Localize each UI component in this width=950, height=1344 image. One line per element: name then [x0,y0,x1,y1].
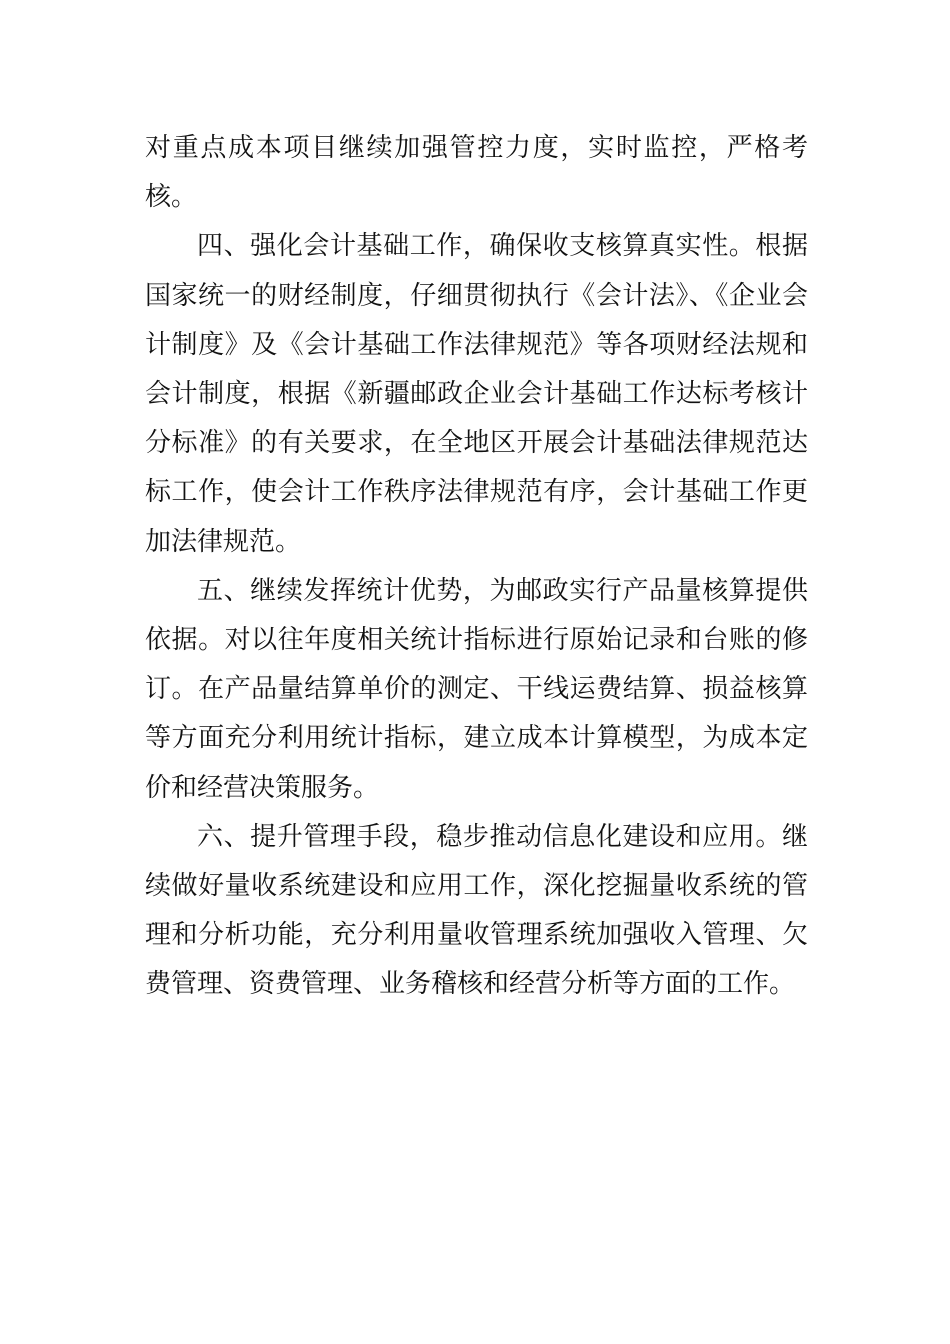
document-body [145,124,808,1010]
paragraph-informatization: 六、提升管理手段，稳步推动信息化建设和应用。继续做好量收系统建设和应用工作，深化挖掘量收系统的管理和分析功能，充分利用量收管理系统加强收入管理、欠费管理、资费管理、业务稽核和经营分析等方面的工作。 [145,821,808,1000]
paragraph-continuation: 对重点成本项目继续加强管控力度，实时监控，严格考核。 [145,133,808,213]
paragraph-statistics: 五、继续发挥统计优势，为邮政实行产品量核算提供依据。对以往年度相关统计指标进行原始记录和台账的修订。在产品量结算单价的测定、干线运费结算、损益核算等方面充分利用统计指标，建立成本计算模型，为成本定价和经营决策服务。 [145,575,808,803]
paragraph-accounting-basics: 四、强化会计基础工作，确保收支核算真实性。根据国家统一的财经制度，仔细贯彻执行《会计法》、《企业会计制度》及《会计基础工作法律规范》等各项财经法规和会计制度，根据《新疆邮政企业会计基础工作达标考核计分标准》的有关要求，在全地区开展会计基础法律规范达标工作，使会计工作秩序法律规范有序，会计基础工作更加法律规范。 [145,231,808,557]
